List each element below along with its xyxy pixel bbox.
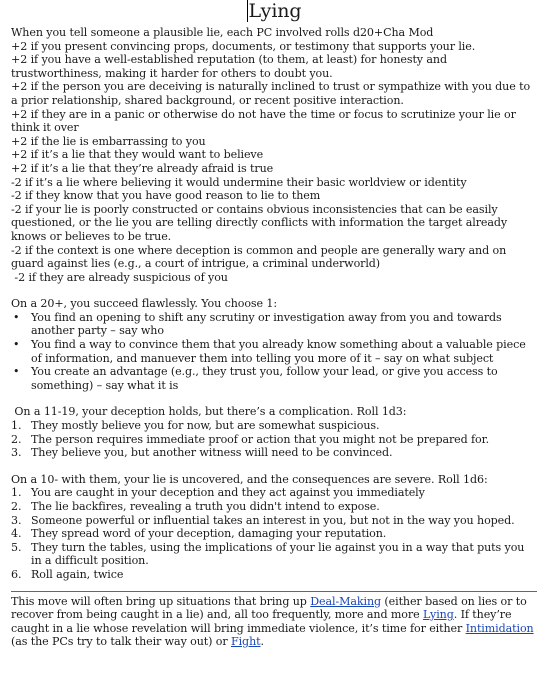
list-item: • You create an advantage (e.g., they trust you, follow your lead, or give you access to something) – say what it is <box>31 365 537 392</box>
list-item: 5. They turn the tables, using the implications of your lie against you in a way that puts you in a difficult position. <box>11 540 525 568</box>
modifier-line: +2 if they are in a panic or otherwise do not have the time or focus to scrutinize your lie or think it over <box>11 107 516 135</box>
list-item: • You find a way to convince them that you already know something about a valuable piece of information, and manuever them into telling you more of it – say on what subject <box>31 338 537 365</box>
modifier-line: -2 if your lie is poorly constructed or contains obvious inconsistencies that can be easily questioned, or the lie you are telling directly conflicts with information the target already knows or believes to be true. <box>11 202 508 243</box>
modifier-line: +2 if the lie is embarrassing to you <box>11 134 206 148</box>
modifier-line: +2 if it’s a lie that they would want to believe <box>11 148 264 162</box>
modifier-line: -2 if they are already suspicious of you <box>11 270 228 284</box>
outcome-text: They mostly believe you for now, but are somewhat suspicious. <box>31 419 380 433</box>
modifier-line: +2 if you present convincing props, documents, or testimony that supports your lie. <box>11 39 476 53</box>
modifier-line: +2 if you have a well-established reputation (to them, at least) for honesty and trustworthiness, making it harder for others to doubt you. <box>11 53 447 80</box>
modifier-line: -2 if the context is one where deception is common and people are generally wary and on guard against lies (e.g., a court of intrigue, a criminal underworld) <box>11 243 507 271</box>
failure-heading: On a 10- with them, your lie is uncovered, and the consequences are severe. Roll 1d6: <box>11 472 488 486</box>
modifier-line: +2 if it’s a lie that they’re already afraid is true <box>11 161 274 175</box>
partial-outcomes-list <box>11 419 537 460</box>
outcome-text: Roll again, twice <box>31 567 124 581</box>
title-text: Lying <box>248 0 302 22</box>
success-heading: On a 20+, you succeed flawlessly. You choose 1: <box>11 297 277 311</box>
list-item: 3. They believe you, but another witness wiill need to be convinced. <box>11 446 393 460</box>
footer-paragraph <box>11 595 537 649</box>
footer-text: . If they’re caught in a lie whose revelation will bring immediate violence, it’s time for either <box>11 608 512 635</box>
fight-link[interactable]: Fight <box>231 635 261 649</box>
intimidation-link[interactable]: Intimidation <box>465 621 534 635</box>
list-item: 4. They spread word of your deception, damaging your reputation. <box>11 527 387 541</box>
success-options-list <box>11 311 537 393</box>
partial-section <box>11 405 537 459</box>
outcome-text: They spread word of your deception, damaging your reputation. <box>31 527 387 541</box>
footer-text: . <box>260 635 264 649</box>
divider <box>11 591 537 592</box>
outcome-text: The person requires immediate proof or action that you might not be prepared for. <box>31 432 490 446</box>
intro-line: When you tell someone a plausible lie, each PC involved rolls d20+Cha Mod <box>11 26 434 39</box>
outcome-text: They turn the tables, using the implications of your lie against you in a way that puts you in a difficult position. <box>31 540 525 568</box>
list-item: 2. The lie backfires, revealing a truth you didn't intend to expose. <box>11 500 380 513</box>
modifier-line: +2 if the person you are deceiving is naturally inclined to trust or sympathize with you due to a prior relationship, shared background, or recent positive interaction. <box>11 80 531 107</box>
outcome-text: The lie backfires, revealing a truth you didn't intend to expose. <box>31 500 380 513</box>
lying-link[interactable]: Lying <box>422 608 454 622</box>
list-item: 2. The person requires immediate proof or action that you might not be prepared for. <box>11 432 490 446</box>
list-item: 1. You are caught in your deception and they act against you immediately <box>11 486 425 500</box>
list-item: • You find an opening to shift any scrutiny or investigation away from you and towards another party – say who <box>31 311 537 338</box>
failure-section <box>11 473 537 582</box>
outcome-text: They believe you, but another witness wiill need to be convinced. <box>31 446 393 460</box>
list-item: 6. Roll again, twice <box>11 567 124 581</box>
partial-heading: On a 11-19, your deception holds, but there’s a complication. Roll 1d3: <box>11 405 407 419</box>
list-item: 1. They mostly believe you for now, but are somewhat suspicious. <box>11 419 380 433</box>
list-item: 3. Someone powerful or influential takes an interest in you, but not in the way you hoped. <box>11 513 515 527</box>
success-section <box>11 297 537 392</box>
modifier-line: -2 if they know that you have good reason to lie to them <box>11 189 321 203</box>
modifier-line: -2 if it’s a lie where believing it would undermine their basic worldview or identity <box>11 175 467 189</box>
failure-outcomes-list <box>11 486 537 581</box>
outcome-text: You are caught in your deception and they act against you immediately <box>31 486 425 500</box>
footer-text: (as the PCs try to talk their way out) or <box>11 635 232 649</box>
footer-text: This move will often bring up situations that bring up <box>11 594 311 608</box>
modifiers-section <box>11 26 537 284</box>
deal-making-link[interactable]: Deal-Making <box>310 594 381 608</box>
footer-text: (either based on lies or to recover from being caught in a lie) and, all too frequently, more and more <box>11 594 527 622</box>
page-title <box>11 0 537 26</box>
outcome-text: Someone powerful or influential takes an interest in you, but not in the way you hoped. <box>31 513 515 527</box>
